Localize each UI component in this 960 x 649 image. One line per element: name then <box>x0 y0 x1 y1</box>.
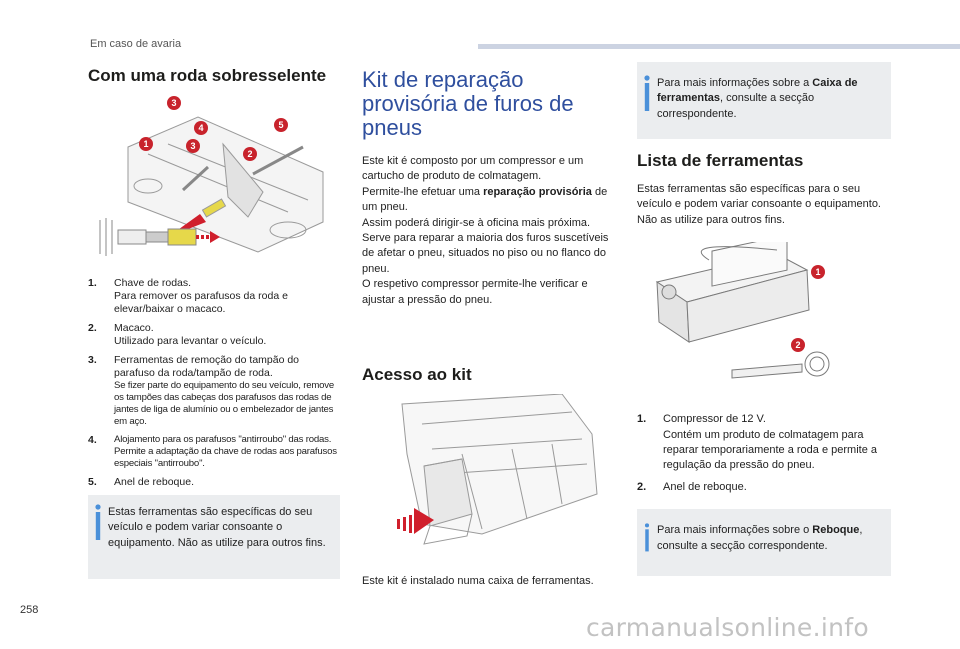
item-main: Alojamento para os parafusos "antirroubo" das rodas. Permite a adaptação da chave de rodas aos parafusos especiais "antirroubo". <box>114 434 337 469</box>
towing-info-note <box>637 509 891 576</box>
page-number: 258 <box>20 604 39 616</box>
item-number: 3. <box>88 354 97 366</box>
note-text-c: , consulte a secção correspondente. <box>657 92 815 120</box>
note-text: Estas ferramentas são específicas do seu veículo e podem variar consoante o equipamento. Não as utilize para outros fins. <box>108 506 326 549</box>
info-icon <box>643 75 651 113</box>
kit-intro-4: Serve para reparar a maioria dos furos suscetíveis de afetar o pneu, situados no piso ou no flanco do pneu. <box>362 232 609 275</box>
item-sub: Para remover os parafusos da roda e elevar/baixar o macaco. <box>114 290 288 315</box>
list-item <box>637 412 891 474</box>
note-text-bold: Reboque <box>812 524 860 537</box>
callout-3-bottom: 3 <box>190 141 196 151</box>
list-item <box>637 480 891 495</box>
note-text-a: Para mais informações sobre o <box>657 524 813 537</box>
kit-intro-2: Permite-lhe efetuar uma reparação provisória de um pneu. <box>362 185 608 214</box>
item-sub: Se fizer parte do equipamento do seu veículo, remove os tampões das cabeças dos parafusos das rodas de jantes de liga de alumínio ou o embelezador de jantes em aço. <box>114 380 334 427</box>
callout-3-top: 3 <box>171 98 177 108</box>
item-main: Chave de rodas. <box>114 277 192 289</box>
note-text-bold: Caixa de ferramentas <box>657 77 858 105</box>
item-number: 2. <box>88 322 97 334</box>
compressor-figure <box>637 242 891 392</box>
callout-5: 5 <box>278 120 284 130</box>
info-note <box>88 495 340 579</box>
item-main: Anel de reboque. <box>114 476 194 488</box>
list-item <box>88 354 340 428</box>
list-item <box>88 434 340 470</box>
kit-intro-1: Este kit é composto por um compressor e um cartucho de produto de colmatagem. <box>362 155 584 183</box>
repair-kit-title: Kit de reparação provisória de furos de pneus <box>362 67 574 140</box>
column-repair-kit <box>362 62 620 589</box>
item-number: 2. <box>637 480 647 493</box>
item-main: Anel de reboque. <box>663 480 747 493</box>
list-item <box>88 277 340 316</box>
list-item <box>88 322 340 348</box>
item-number: 1. <box>88 277 97 289</box>
tool-list-title: Lista de ferramentas <box>637 151 804 170</box>
item-sub: Contém um produto de colmatagem para reparar temporariamente a roda e permite a regulação da pressão do pneu. <box>663 428 877 472</box>
column-tool-list <box>637 62 891 576</box>
item-main: Compressor de 12 V. <box>663 413 766 426</box>
toolbox-info-note <box>637 62 891 139</box>
item-main: Macaco. <box>114 322 154 334</box>
item-main: Ferramentas de remoção do tampão do parafuso da roda/tampão de roda. <box>114 354 300 379</box>
item-sub: Utilizado para levantar o veículo. <box>114 335 267 347</box>
watermark: carmanualsonline.info <box>586 613 869 642</box>
callout-2: 2 <box>247 149 253 159</box>
header-bar <box>478 44 960 49</box>
seat-toolbox-figure <box>362 394 620 554</box>
info-icon <box>94 504 102 542</box>
info-icon <box>643 523 651 553</box>
compressor-tool-list <box>637 412 891 495</box>
callout-1: 1 <box>143 139 149 149</box>
kit-access-title: Acesso ao kit <box>362 365 472 385</box>
kit-intro-3: Assim poderá dirigir-se à oficina mais próxima. <box>362 216 591 229</box>
callout-4: 4 <box>198 123 204 133</box>
kit-intro-5: O respetivo compressor permite-lhe verificar e ajustar a pressão do pneu. <box>362 278 588 306</box>
spare-wheel-tools-figure <box>88 92 340 262</box>
tool-list <box>88 277 340 489</box>
item-number: 5. <box>88 476 97 488</box>
item-number: 4. <box>88 434 97 446</box>
spare-wheel-title: Com uma roda sobresselente <box>88 66 327 85</box>
note-text-a: Para mais informações sobre a <box>657 77 813 89</box>
tool-list-intro: Estas ferramentas são específicas para o seu veículo e podem variar consoante o equipamento. Não as utilize para outros fins. <box>637 183 881 226</box>
item-number: 1. <box>637 413 647 426</box>
callout-tow-ring: 2 <box>795 340 801 351</box>
kit-location-text: Este kit é instalado numa caixa de ferramentas. <box>362 575 594 588</box>
callout-compressor: 1 <box>815 267 821 278</box>
note-text-c: , consulte a secção correspondente. <box>657 524 863 552</box>
section-header: Em caso de avaria <box>90 38 182 50</box>
list-item <box>88 476 340 489</box>
column-spare-wheel <box>88 62 340 579</box>
